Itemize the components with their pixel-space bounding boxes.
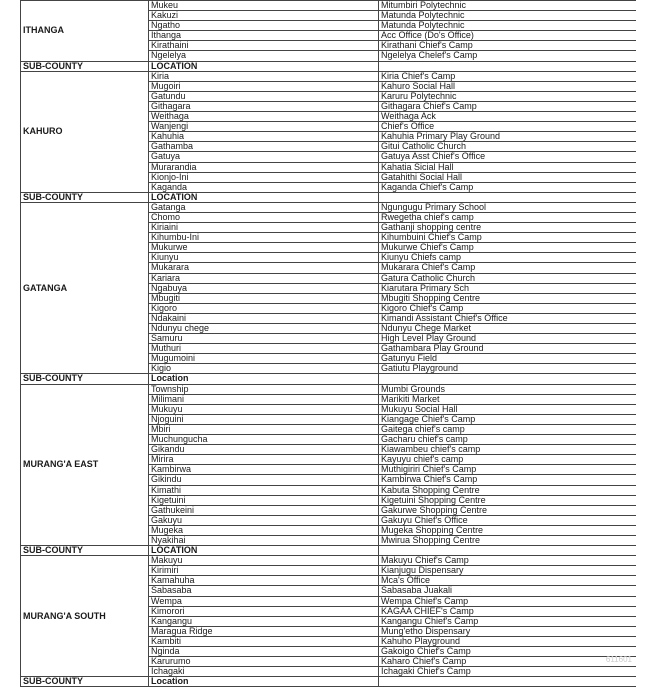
location-cell: Mugeka (149, 525, 379, 535)
section-header-row (21, 677, 637, 687)
polling-centre-cell: Gatuya Asst Chief's Office (379, 152, 637, 162)
polling-centre-cell: Gatahithi Social Hall (379, 172, 637, 182)
polling-centre-cell: Ndunyu Chege Market (379, 324, 637, 334)
location-header: LOCATION (149, 192, 379, 202)
polling-centre-cell: Kianjugu Dispensary (379, 566, 637, 576)
polling-centre-cell: Kambirwa Chief's Camp (379, 475, 637, 485)
location-cell: Ndunyu chege (149, 324, 379, 334)
polling-centre-cell: Gatunyu Field (379, 354, 637, 364)
location-cell: Mbiri (149, 424, 379, 434)
location-cell: Makuyu (149, 556, 379, 566)
location-cell: Kiriaini (149, 223, 379, 233)
polling-centre-cell: Mugeka Shopping Centre (379, 525, 637, 535)
polling-centre-cell: Kaganda Chief's Camp (379, 182, 637, 192)
subcounty-name: MURANG'A EAST (21, 384, 149, 546)
polling-centre-cell: Acc Office (Do's Office) (379, 31, 637, 41)
polling-centre-cell: Matunda Polytechnic (379, 11, 637, 21)
polling-centre-cell: Muthigiriri Chief's Camp (379, 465, 637, 475)
polling-centre-cell: Wempa Chief's Camp (379, 596, 637, 606)
location-cell: Mukeu (149, 1, 379, 11)
polling-centre-cell: Kayuyu chief's camp (379, 455, 637, 465)
location-cell: Township (149, 384, 379, 394)
polling-centre-cell: Makuyu Chief's Camp (379, 556, 637, 566)
polling-centre-cell: Mukurwe Chief's Camp (379, 243, 637, 253)
location-cell: Maragua Ridge (149, 626, 379, 636)
location-cell: Kangangu (149, 616, 379, 626)
subcounty-name: MURANG'A SOUTH (21, 556, 149, 677)
location-cell: Njoguini (149, 414, 379, 424)
polling-centre-cell: Marikiti Market (379, 394, 637, 404)
polling-centre-cell: Weithaga Ack (379, 112, 637, 122)
location-cell: Kahuhia (149, 132, 379, 142)
location-cell: Kihumbu-Ini (149, 233, 379, 243)
location-cell: Gathukeini (149, 505, 379, 515)
location-cell: Nyakihai (149, 535, 379, 545)
page-number: 611601 (605, 655, 632, 664)
subcounty-name: ITHANGA (21, 1, 149, 62)
polling-centre-cell: Mca's Office (379, 576, 637, 586)
location-cell: Mukuyu (149, 404, 379, 414)
location-cell: Githagara (149, 101, 379, 111)
location-header: Location (149, 677, 379, 687)
location-cell: Mugoiri (149, 81, 379, 91)
location-cell: Kigoro (149, 303, 379, 313)
subcounty-header: SUB-COUNTY (21, 677, 149, 687)
location-cell: Mbugiti (149, 293, 379, 303)
location-cell: Mugumoini (149, 354, 379, 364)
location-cell: Ngabuya (149, 283, 379, 293)
polling-centre-cell: Mumbi Grounds (379, 384, 637, 394)
location-cell: Kimathi (149, 485, 379, 495)
table-row (21, 384, 637, 394)
polling-centre-cell: Kiawambeu chief's camp (379, 445, 637, 455)
polling-centre-cell: Kahuro Social Hall (379, 81, 637, 91)
polling-centre-cell: Kahuhia Primary Play Ground (379, 132, 637, 142)
polling-centre-cell: Gakuyu Chief's Office (379, 515, 637, 525)
polling-centres-sheet (20, 0, 636, 697)
polling-centre-cell: Mbugiti Shopping Centre (379, 293, 637, 303)
location-cell: Gikindu (149, 475, 379, 485)
location-cell: Kionjo-Ini (149, 172, 379, 182)
location-cell: Kimorori (149, 606, 379, 616)
location-cell: Wempa (149, 596, 379, 606)
polling-centre-cell: Mwirua Shopping Centre (379, 535, 637, 545)
table-row (21, 71, 637, 81)
empty-header-cell (379, 61, 637, 71)
location-cell: Gatundu (149, 91, 379, 101)
location-cell: Gathamba (149, 142, 379, 152)
location-cell: Gikandu (149, 445, 379, 455)
location-cell: Wanjengi (149, 122, 379, 132)
polling-centre-cell: Kangangu Chief's Camp (379, 616, 637, 626)
polling-centre-cell: Kahuho Playground (379, 636, 637, 646)
location-cell: Kirimiri (149, 566, 379, 576)
location-cell: Gakuyu (149, 515, 379, 525)
polling-centre-cell: Ichagaki Chief's Camp (379, 667, 637, 677)
polling-centre-cell: Gaitega chief's camp (379, 424, 637, 434)
polling-centre-cell: Kigoro Chief's Camp (379, 303, 637, 313)
location-cell: Ithanga (149, 31, 379, 41)
table-row (21, 202, 637, 212)
polling-centre-cell: Ngungugu Primary School (379, 202, 637, 212)
polling-centre-cell: Mukuyu Social Hall (379, 404, 637, 414)
subcounty-header: SUB-COUNTY (21, 374, 149, 384)
polling-centre-cell: Mitumbiri Polytechnic (379, 1, 637, 11)
location-cell: Karurumo (149, 657, 379, 667)
location-header: Location (149, 374, 379, 384)
polling-centre-cell: Kigetuini Shopping Centre (379, 495, 637, 505)
location-header: LOCATION (149, 546, 379, 556)
polling-centre-cell: Gacharu chief's camp (379, 435, 637, 445)
location-cell: Kigio (149, 364, 379, 374)
polling-centre-cell: Gakurwe Shopping Centre (379, 505, 637, 515)
section-header-row (21, 61, 637, 71)
polling-centre-cell: Kiria Chief's Camp (379, 71, 637, 81)
polling-centre-cell: Kihumbuini Chief's Camp (379, 233, 637, 243)
subcounty-name: GATANGA (21, 202, 149, 374)
location-cell: Gatanga (149, 202, 379, 212)
polling-centre-cell: Gathambara Play Ground (379, 344, 637, 354)
location-cell: Kiria (149, 71, 379, 81)
location-cell: Kigetuini (149, 495, 379, 505)
polling-centre-cell: Mukarara Chief's Camp (379, 263, 637, 273)
section-header-row (21, 374, 637, 384)
location-cell: Ichagaki (149, 667, 379, 677)
location-cell: Ngatho (149, 21, 379, 31)
location-cell: Kamahuha (149, 576, 379, 586)
table-row (21, 556, 637, 566)
polling-centre-cell: Ngelelya Chelef's Camp (379, 51, 637, 61)
location-cell: Mirira (149, 455, 379, 465)
polling-centre-cell: Kaharo Chief's Camp (379, 657, 637, 667)
polling-centre-cell: Mung'etho Dispensary (379, 626, 637, 636)
polling-centre-cell: Kabuta Shopping Centre (379, 485, 637, 495)
polling-centre-cell: Gitui Catholic Church (379, 142, 637, 152)
location-cell: Murarandia (149, 162, 379, 172)
location-cell: Milimani (149, 394, 379, 404)
polling-centre-cell: KAGAA CHIEF's Camp (379, 606, 637, 616)
location-cell: Samuru (149, 334, 379, 344)
empty-header-cell (379, 192, 637, 202)
subcounty-header: SUB-COUNTY (21, 546, 149, 556)
polling-centre-cell: Kirathani Chief's Camp (379, 41, 637, 51)
polling-centre-cell: Gakoigo Chief's Camp (379, 647, 637, 657)
locations-table (20, 0, 636, 687)
section-header-row (21, 192, 637, 202)
polling-centre-cell: Kiunyu Chiefs camp (379, 253, 637, 263)
location-cell: Kakuzi (149, 11, 379, 21)
location-cell: Chomo (149, 212, 379, 222)
polling-centre-cell: Sabasaba Juakali (379, 586, 637, 596)
polling-centre-cell: Kiarutara Primary Sch (379, 283, 637, 293)
polling-centre-cell: Gatiutu Playground (379, 364, 637, 374)
empty-header-cell (379, 546, 637, 556)
location-cell: Mukurwe (149, 243, 379, 253)
location-cell: Ngelelya (149, 51, 379, 61)
location-cell: Ndakaini (149, 313, 379, 323)
polling-centre-cell: High Level Play Ground (379, 334, 637, 344)
location-cell: Kariara (149, 273, 379, 283)
table-row (21, 1, 637, 11)
subcounty-name: KAHURO (21, 71, 149, 192)
location-cell: Kaganda (149, 182, 379, 192)
location-cell: Sabasaba (149, 586, 379, 596)
location-cell: Kiunyu (149, 253, 379, 263)
polling-centre-cell: Karuru Polytechnic (379, 91, 637, 101)
location-cell: Nginda (149, 647, 379, 657)
empty-header-cell (379, 677, 637, 687)
location-cell: Gatuya (149, 152, 379, 162)
location-cell: Muchungucha (149, 435, 379, 445)
subcounty-header: SUB-COUNTY (21, 61, 149, 71)
polling-centre-cell: Kiangage Chief's Camp (379, 414, 637, 424)
location-cell: Mukarara (149, 263, 379, 273)
polling-centre-cell: Rwegetha chief's camp (379, 212, 637, 222)
location-cell: Kambiti (149, 636, 379, 646)
location-cell: Kirathaini (149, 41, 379, 51)
polling-centre-cell: Matunda Polytechnic (379, 21, 637, 31)
polling-centre-cell: Kimandi Assistant Chief's Office (379, 313, 637, 323)
location-cell: Muthuri (149, 344, 379, 354)
empty-header-cell (379, 374, 637, 384)
section-header-row (21, 546, 637, 556)
location-header: LOCATION (149, 61, 379, 71)
polling-centre-cell: Githagara Chief's Camp (379, 101, 637, 111)
polling-centre-cell: Kahatia Sicial Hall (379, 162, 637, 172)
polling-centre-cell: Gathanji shopping centre (379, 223, 637, 233)
subcounty-header: SUB-COUNTY (21, 192, 149, 202)
location-cell: Kambirwa (149, 465, 379, 475)
polling-centre-cell: Chief's Office (379, 122, 637, 132)
polling-centre-cell: Gatura Catholic Church (379, 273, 637, 283)
location-cell: Weithaga (149, 112, 379, 122)
